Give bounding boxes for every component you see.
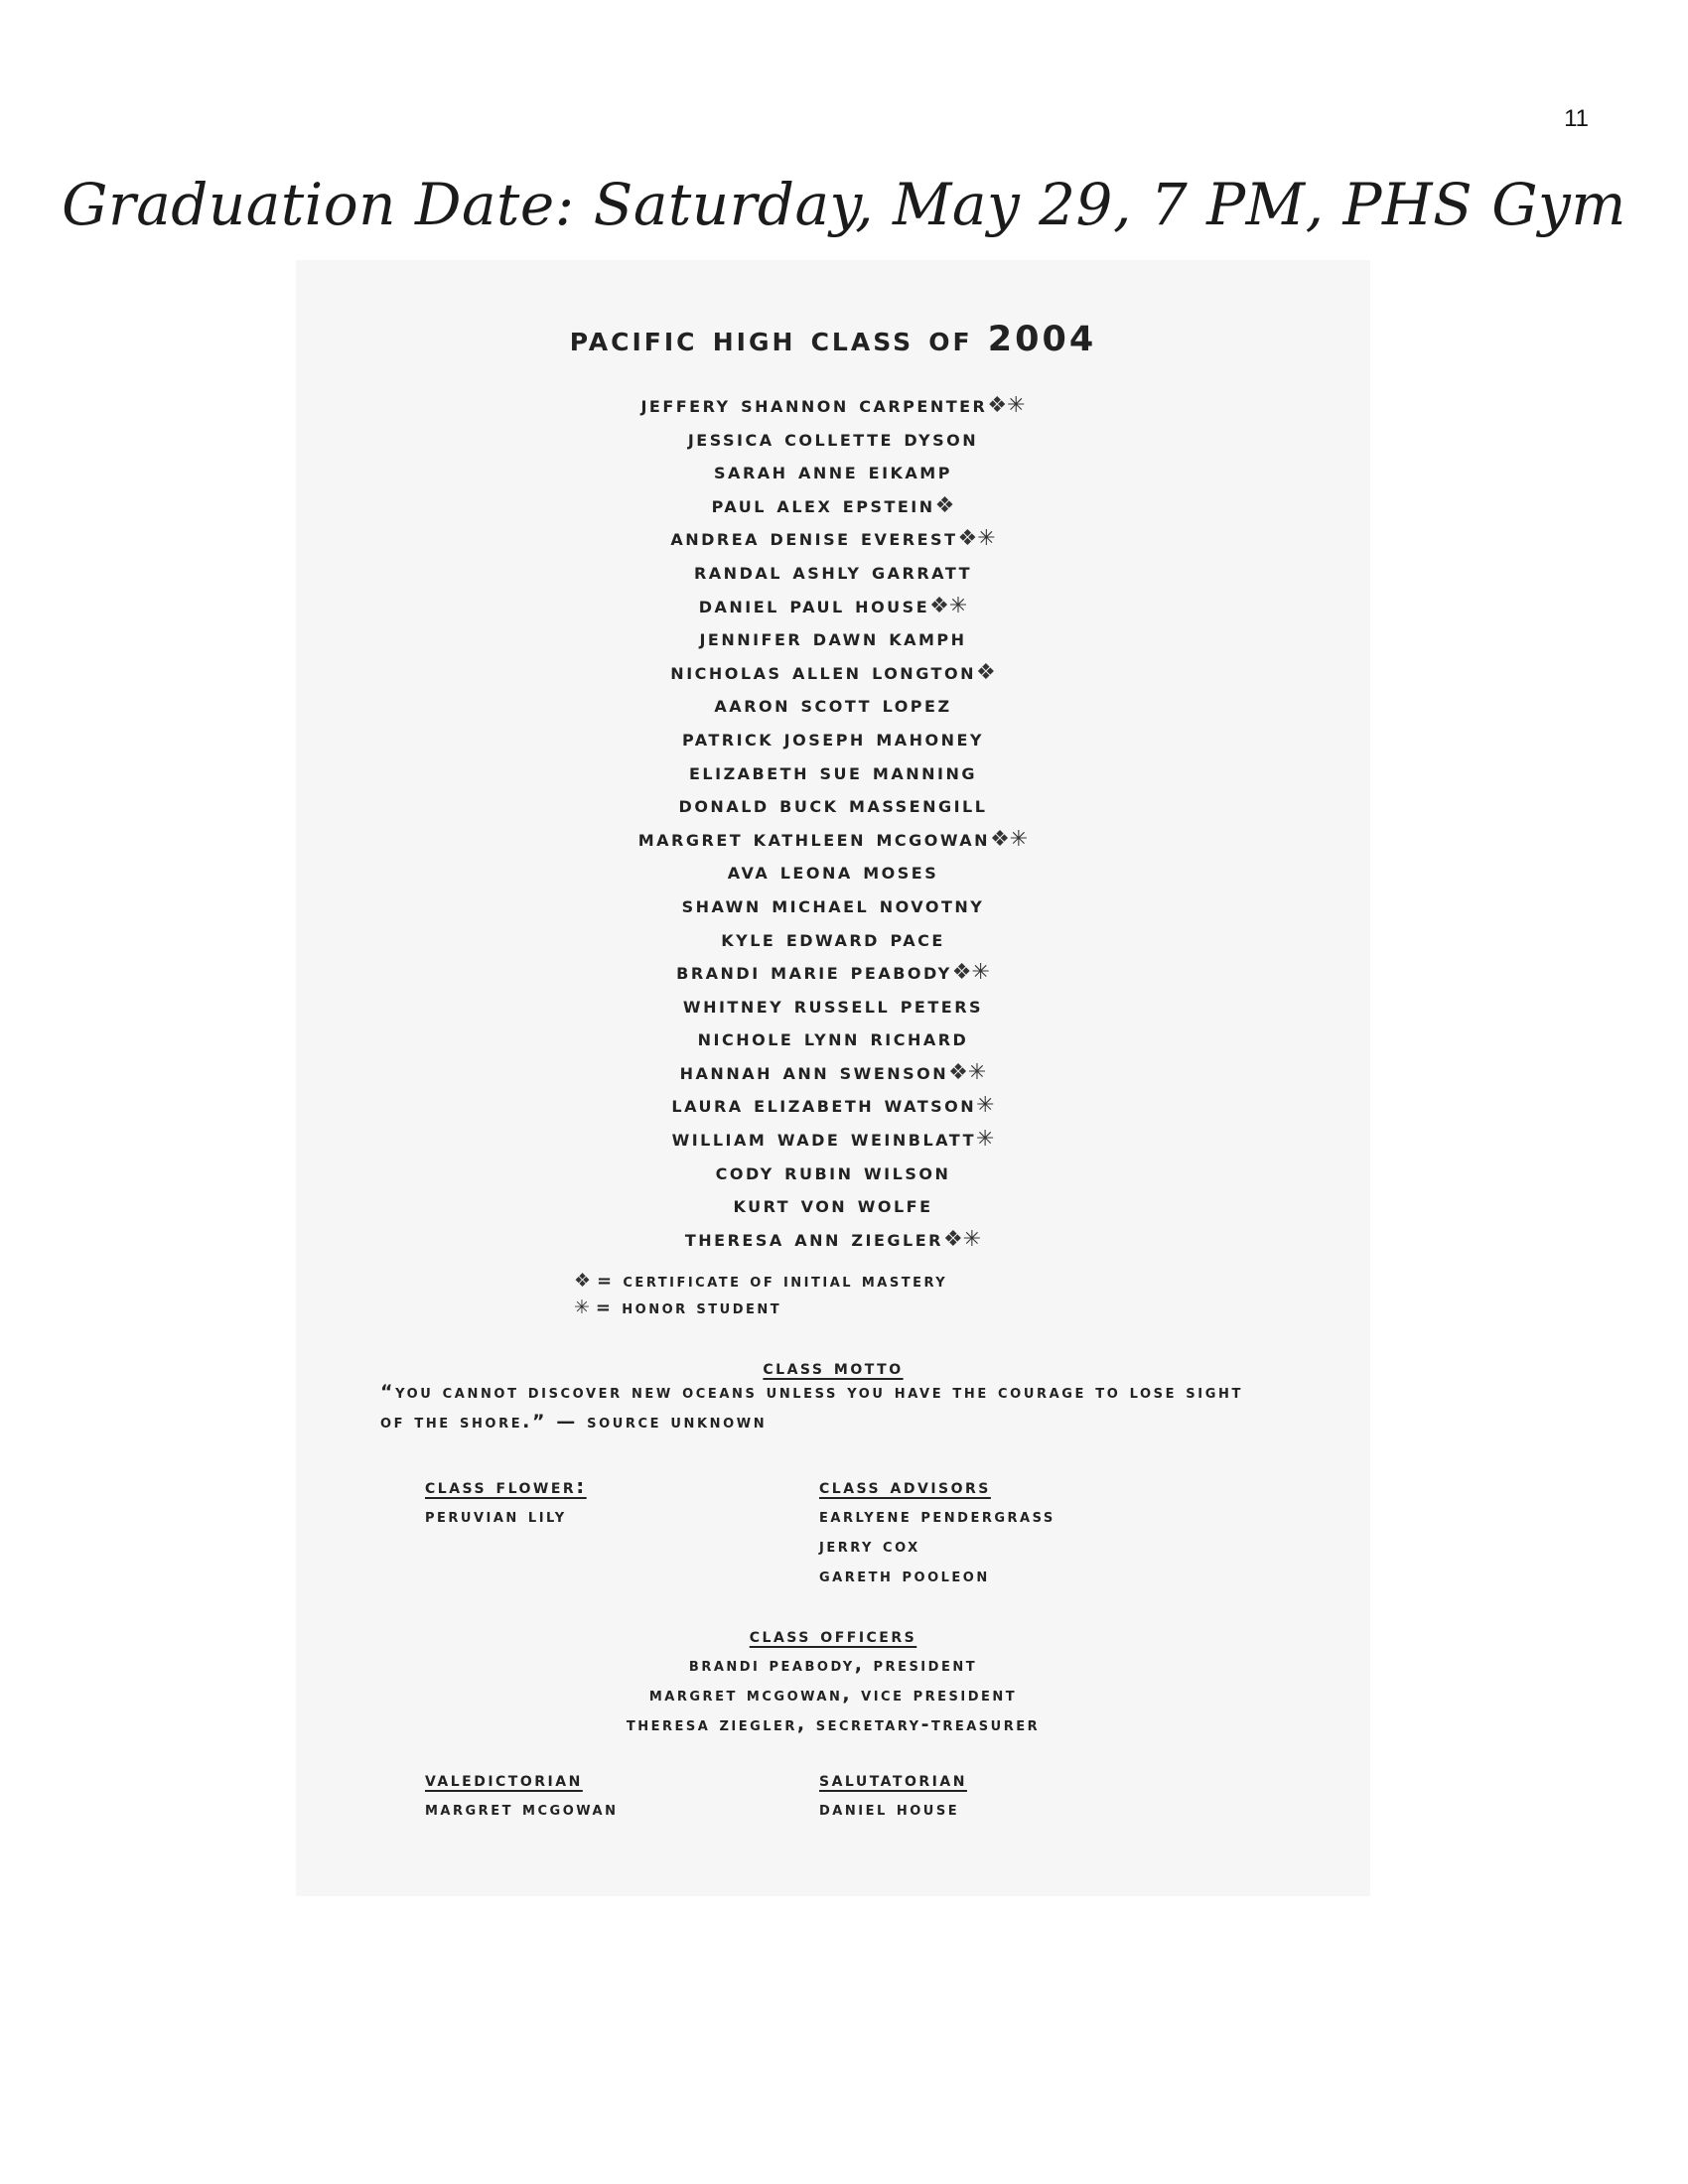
distinction-marks: ❖✳: [951, 960, 990, 986]
certificate-symbol: ❖: [574, 1270, 592, 1292]
graduate-item: [296, 656, 1370, 690]
distinction-marks: ❖: [975, 659, 996, 685]
class-officers: [296, 1620, 1370, 1739]
graduate-item: [296, 423, 1370, 457]
graduate-item: [296, 590, 1370, 623]
graduate-name: nicholas allen longton: [670, 658, 976, 685]
distinction-marks: ❖✳: [987, 393, 1026, 418]
page-title: Graduation Date: Saturday, May 29, 7 PM, PHS Gym: [62, 171, 1626, 238]
graduate-item: [296, 689, 1370, 723]
graduate-item: [296, 823, 1370, 857]
officer: margret mcgowan, vice president: [648, 1684, 1018, 1706]
graduate-name: whitney russell peters: [682, 992, 984, 1019]
advisor-name: earlyene pendergrass: [819, 1505, 1055, 1527]
graduate-name: kyle edward pace: [721, 925, 945, 952]
graduate-item: [296, 522, 1370, 556]
class-advisors: [819, 1471, 1055, 1590]
graduate-name: donald buck massengill: [678, 792, 988, 819]
graduate-name: patrick joseph mahoney: [681, 725, 985, 751]
graduate-item: [296, 756, 1370, 790]
legend-item: [574, 1268, 947, 1295]
graduate-list: [296, 389, 1370, 1256]
class-flower-heading: class flower:: [425, 1474, 587, 1498]
graduate-name: jessica collette dyson: [687, 425, 979, 452]
graduate-name: margret kathleen mcgowan: [637, 825, 991, 852]
graduate-name: jennifer dawn kamph: [699, 625, 967, 652]
distinction-marks: ❖✳: [948, 1059, 987, 1085]
graduate-name: laura elizabeth watson: [671, 1092, 977, 1119]
graduate-name: ava leona moses: [727, 859, 939, 886]
graduate-item: [296, 1123, 1370, 1157]
distinction-marks: ❖✳: [957, 526, 996, 552]
legend-text: = certificate of initial mastery: [597, 1271, 948, 1292]
graduate-name: cody rubin wilson: [715, 1159, 951, 1185]
class-motto-text: “you cannot discover new oceans unless you have the courage to lose sight of the shore.” — source unknown: [380, 1381, 1243, 1433]
graduate-item: [296, 489, 1370, 523]
salutatorian: [819, 1764, 967, 1824]
legend: [574, 1268, 947, 1321]
graduate-item: [296, 456, 1370, 489]
valedictorian: [425, 1764, 618, 1824]
scanned-program: [296, 260, 1370, 1896]
officer: theresa ziegler, secretary-treasurer: [626, 1713, 1041, 1735]
advisor-name: jerry cox: [819, 1535, 920, 1557]
graduate-item: [296, 1223, 1370, 1257]
graduate-name: andrea denise everest: [670, 525, 958, 552]
graduate-item: [296, 723, 1370, 756]
graduate-name: aaron scott lopez: [714, 692, 952, 719]
graduate-name: shawn michael novotny: [681, 891, 985, 918]
honor-symbol: ✳: [574, 1297, 590, 1318]
legend-text: = honor student: [595, 1297, 782, 1318]
class-motto-heading: class motto: [763, 1355, 904, 1379]
graduate-item: [296, 1056, 1370, 1090]
graduate-name: theresa ann ziegler: [684, 1225, 943, 1252]
class-officers-heading: class officers: [749, 1623, 917, 1647]
graduate-item: [296, 856, 1370, 889]
graduate-name: randal ashly garratt: [693, 558, 973, 585]
valedictorian-heading: valedictorian: [425, 1767, 583, 1791]
distinction-marks: ❖✳: [942, 1226, 982, 1252]
officer: brandi peabody, president: [688, 1654, 978, 1676]
graduate-name: nichole lynn richard: [697, 1025, 969, 1052]
graduate-item: [296, 1089, 1370, 1123]
valedictorian-name: margret mcgowan: [425, 1798, 619, 1820]
distinction-marks: ✳: [976, 1093, 995, 1119]
salutatorian-heading: salutatorian: [819, 1767, 967, 1791]
graduate-name: elizabeth sue manning: [688, 758, 977, 785]
graduate-name: brandi marie peabody: [676, 959, 952, 986]
graduate-name: paul alex epstein: [711, 491, 935, 518]
graduate-name: sarah anne eikamp: [714, 459, 952, 485]
graduate-item: [296, 389, 1370, 423]
class-flower: [425, 1471, 587, 1531]
graduate-item: [296, 923, 1370, 957]
salutatorian-name: daniel house: [819, 1798, 960, 1820]
graduate-name: daniel paul house: [698, 592, 930, 618]
graduate-item: [296, 1189, 1370, 1223]
class-flower-value: peruvian lily: [425, 1505, 567, 1527]
class-advisors-heading: class advisors: [819, 1474, 991, 1498]
graduate-item: [296, 990, 1370, 1024]
graduate-item: [296, 622, 1370, 656]
graduate-item: [296, 789, 1370, 823]
graduate-name: hannah ann swenson: [679, 1058, 949, 1085]
legend-item: [574, 1295, 947, 1321]
advisor-name: gareth pooleon: [819, 1565, 990, 1586]
graduate-name: jeffery shannon carpenter: [640, 392, 988, 418]
distinction-marks: ❖: [934, 492, 955, 518]
distinction-marks: ✳: [976, 1127, 995, 1153]
graduate-name: kurt von wolfe: [733, 1192, 933, 1219]
graduate-item: [296, 1023, 1370, 1056]
graduate-item: [296, 956, 1370, 990]
graduate-item: [296, 889, 1370, 923]
distinction-marks: ❖✳: [929, 593, 968, 618]
page-number: 11: [1564, 105, 1589, 132]
graduate-item: [296, 556, 1370, 590]
graduate-item: [296, 1157, 1370, 1190]
graduate-name: william wade weinblatt: [671, 1126, 976, 1153]
program-title: pacific high class of 2004: [569, 320, 1097, 359]
distinction-marks: ❖✳: [990, 826, 1029, 852]
